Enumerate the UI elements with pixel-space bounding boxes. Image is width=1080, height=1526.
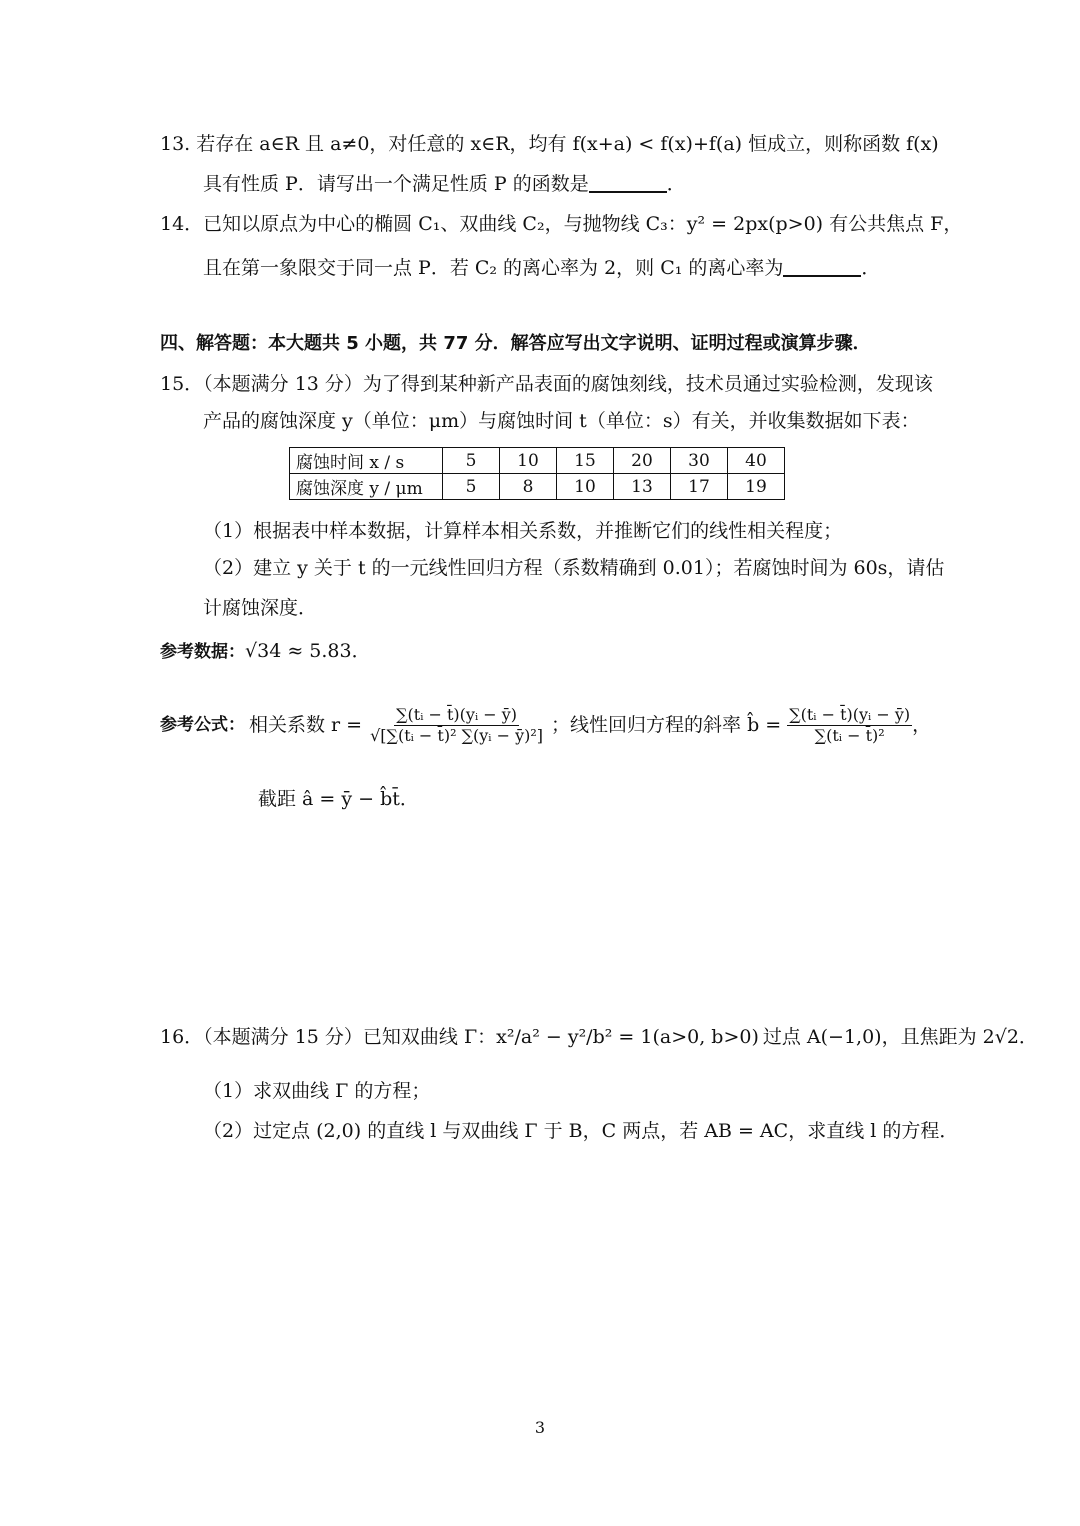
table-cell: 5 bbox=[443, 448, 500, 474]
correlation-denominator: √[∑(tᵢ − t̄)² ∑(yᵢ − ȳ)²] bbox=[370, 725, 544, 745]
table-row bbox=[290, 448, 785, 474]
q14-line1: 14．已知以原点为中心的椭圆 C₁、双曲线 C₂，与抛物线 C₃：y² = 2px(p>0) 有公共焦点 F， bbox=[160, 213, 963, 235]
q14-end: ． bbox=[861, 257, 881, 279]
q15-part1: （1）根据表中样本数据，计算样本相关系数，并推断它们的线性相关程度； bbox=[203, 520, 843, 542]
slope-numerator: ∑(tᵢ − t̄)(yᵢ − ȳ) bbox=[789, 704, 911, 724]
q13-end: ． bbox=[666, 173, 686, 195]
q16-line1 bbox=[160, 1015, 1038, 1059]
q15-part2b: 计腐蚀深度． bbox=[203, 597, 318, 619]
table-cell: 30 bbox=[671, 448, 728, 474]
table-cell: 5 bbox=[443, 474, 500, 500]
q16-part2: （2）过定点 (2,0) 的直线 l 与双曲线 Γ 于 B，C 两点，若 AB = AC，求直线 l 的方程． bbox=[203, 1120, 959, 1142]
reference-formulas bbox=[160, 685, 931, 765]
table-cell: 19 bbox=[728, 474, 785, 500]
q14-answer-blank bbox=[783, 275, 861, 277]
q13-line1: 13. 若存在 a∈R 且 a≠0，对任意的 x∈R，均有 f(x+a) < f(x)+f(a) 恒成立，则称函数 f(x) bbox=[160, 133, 939, 155]
table-cell: 40 bbox=[728, 448, 785, 474]
table-cell: 8 bbox=[500, 474, 557, 500]
page-number: 3 bbox=[534, 1418, 546, 1437]
q14-line2 bbox=[203, 257, 880, 279]
q15-line1: 15．（本题满分 13 分）为了得到某种新产品表面的腐蚀刻线，技术员通过实验检测，发现该 bbox=[160, 373, 933, 395]
q16-part1: （1）求双曲线 Γ 的方程； bbox=[203, 1080, 431, 1102]
slope-end: ， bbox=[912, 714, 932, 736]
q13-line2 bbox=[203, 173, 686, 195]
q15-part2a: （2）建立 y 关于 t 的一元线性回归方程（系数精确到 0.01）；若腐蚀时间为 60s，请估 bbox=[203, 557, 945, 579]
table-cell: 10 bbox=[557, 474, 614, 500]
data-table bbox=[289, 447, 785, 500]
q16-equation: x²/a² − y²/b² = 1(a>0, b>0) bbox=[496, 1026, 759, 1048]
table-row bbox=[290, 474, 785, 500]
section-header: 四、解答题：本大题共 5 小题，共 77 分．解答应写出文字说明、证明过程或演算步骤． bbox=[160, 333, 871, 354]
slope-formula bbox=[787, 706, 912, 745]
reference-data-label: 参考数据： bbox=[160, 642, 245, 662]
reference-data-value: √34 ≈ 5.83． bbox=[245, 640, 371, 662]
reference-data bbox=[160, 640, 371, 663]
q13-answer-blank bbox=[589, 191, 667, 193]
table-cell: 10 bbox=[500, 448, 557, 474]
correlation-formula bbox=[368, 706, 545, 745]
correlation-numerator: ∑(tᵢ − t̄)(yᵢ − ȳ) bbox=[396, 704, 518, 724]
table-row-label: 腐蚀深度 y / μm bbox=[290, 474, 443, 500]
slope-denominator: ∑(tᵢ − t̄)² bbox=[814, 725, 885, 745]
q16-suffix: 过点 A(−1,0)，且焦距为 2√2． bbox=[762, 1026, 1038, 1048]
q13-line2-text: 具有性质 P．请写出一个满足性质 P 的函数是 bbox=[203, 173, 589, 195]
intercept-formula: 截距 â = ȳ − b̂t̄． bbox=[258, 788, 419, 810]
reference-formula-label: 参考公式： bbox=[160, 715, 245, 735]
table-cell: 13 bbox=[614, 474, 671, 500]
table-row-label: 腐蚀时间 x / s bbox=[290, 448, 443, 474]
q15-line2: 产品的腐蚀深度 y（单位：μm）与腐蚀时间 t（单位：s）有关，并收集数据如下表： bbox=[203, 410, 920, 432]
correlation-label: 相关系数 r = bbox=[249, 714, 363, 736]
q14-line2-text: 且在第一象限交于同一点 P．若 C₂ 的离心率为 2，则 C₁ 的离心率为 bbox=[203, 257, 784, 279]
slope-label: ；线性回归方程的斜率 b̂ = bbox=[551, 714, 782, 736]
table-cell: 17 bbox=[671, 474, 728, 500]
q16-prefix: 16．（本题满分 15 分）已知双曲线 Γ： bbox=[160, 1026, 497, 1048]
table-cell: 15 bbox=[557, 448, 614, 474]
table-cell: 20 bbox=[614, 448, 671, 474]
